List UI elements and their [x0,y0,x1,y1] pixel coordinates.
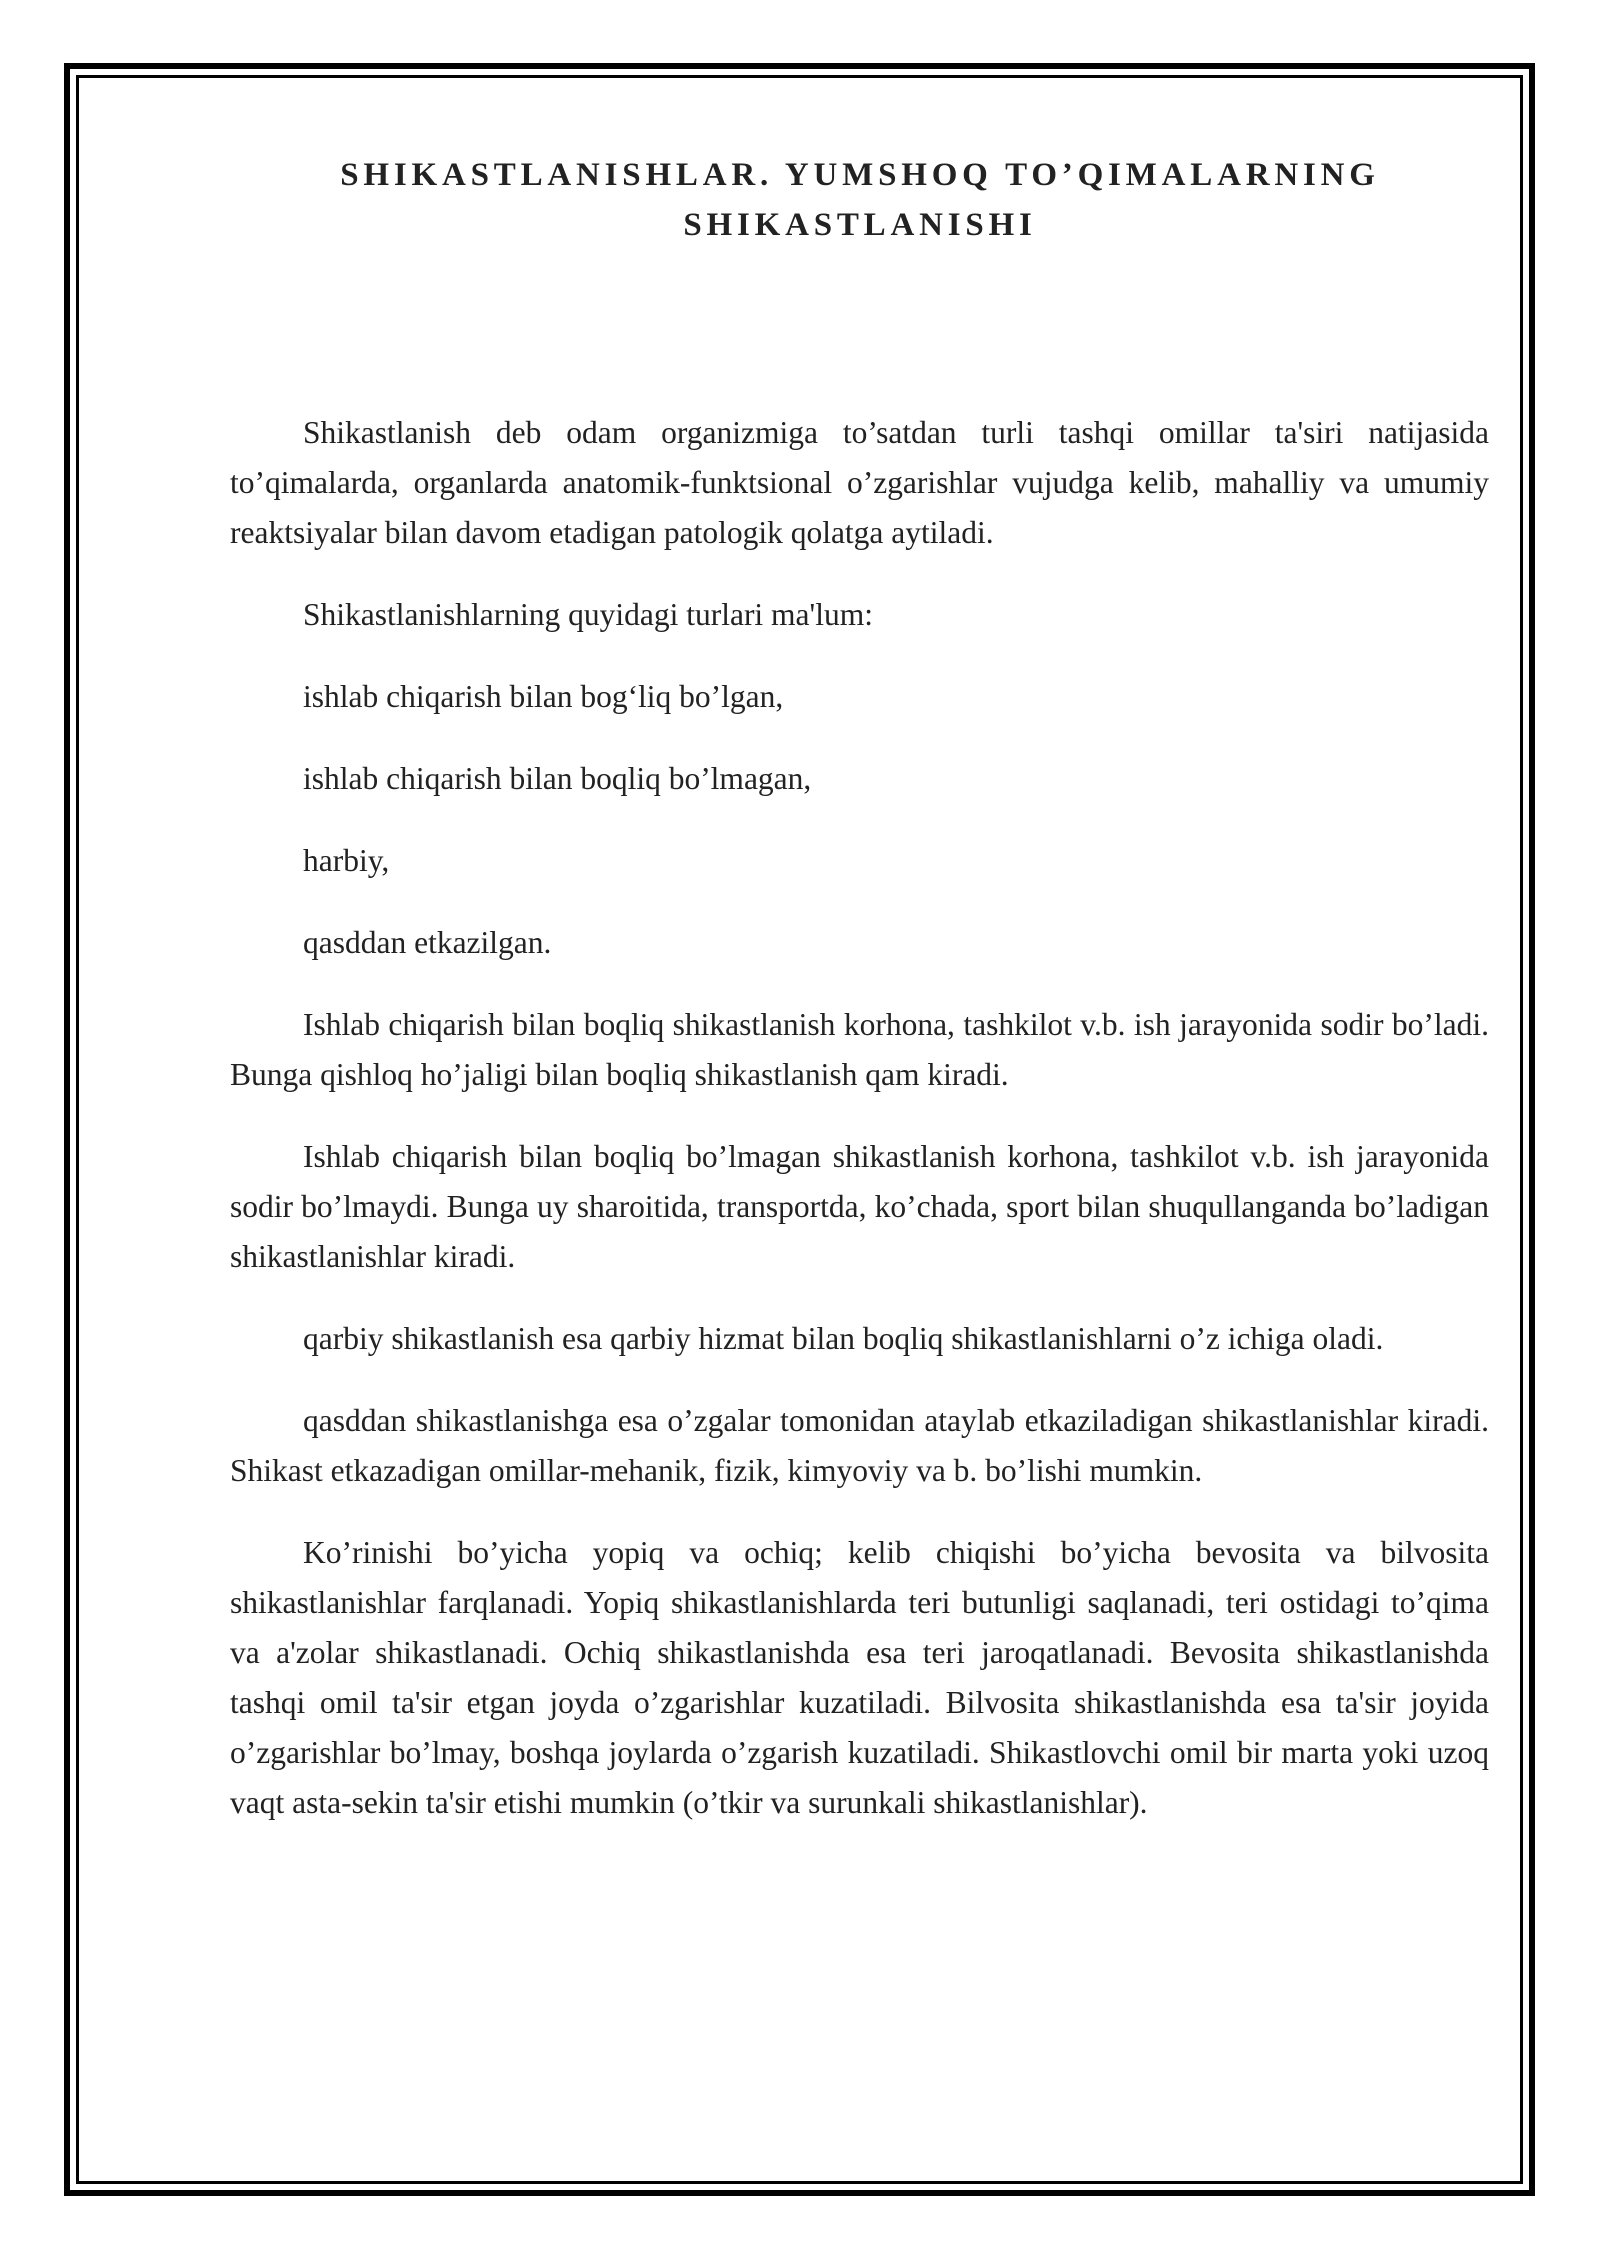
list-item-non-industrial: ishlab chiqarish bilan boqliq bo’lmagan, [303,761,812,796]
paragraph-definition: Shikastlanish deb odam organizmiga to’satdan turli tashqi omillar ta'siri natijasida to’qimalarda, organlarda anatomik-funktsional o’zgarishlar vujudga kelib, mahalliy va umumiy reaktsiyalar bilan davom etadigan patologik qolatga aytiladi. [230,415,1489,550]
paragraph-intentional: qasddan shikastlanishga esa o’zgalar tomonidan ataylab etkaziladigan shikastlanishlar kiradi. Shikast etkazadigan omillar-mehanik, fizik, kimyoviy va b. bo’lishi mumkin. [230,1403,1489,1488]
page-title [230,150,1490,250]
title-line-2: SHIKASTLANISHI [683,207,1037,243]
paragraph-non-industrial: Ishlab chiqarish bilan boqliq bo’lmagan shikastlanish korhona, tashkilot v.b. ish jarayonida sodir bo’lmaydi. Bunga uy sharoitida, transportda, ko’chada, sport bilan shuqullanganda bo’ladigan shikastlanishlar kiradi. [230,1139,1489,1274]
document-body [230,408,1489,1860]
list-item-industrial: ishlab chiqarish bilan bog‘liq bo’lgan, [303,679,784,714]
paragraph-industrial: Ishlab chiqarish bilan boqliq shikastlanish korhona, tashkilot v.b. ish jarayonida sodir bo’ladi. Bunga qishloq ho’jaligi bilan boqliq shikastlanish qam kiradi. [230,1007,1489,1092]
paragraph-types-intro: Shikastlanishlarning quyidagi turlari ma'lum: [303,597,873,632]
list-item-military: harbiy, [303,843,390,878]
title-line-1: SHIKASTLANISHLAR. YUMSHOQ TO’QIMALARNING [340,157,1380,193]
list-item-intentional: qasddan etkazilgan. [303,925,552,960]
paragraph-classification: Ko’rinishi bo’yicha yopiq va ochiq; kelib chiqishi bo’yicha bevosita va bilvosita shikastlanishlar farqlanadi. Yopiq shikastlanishlarda teri butunligi saqlanadi, teri ostidagi to’qima va a'zolar shikastlanadi. Ochiq shikastlanishda esa teri jaroqatlanadi. Bevosita shikastlanishda tashqi omil ta'sir etgan joyda o’zgarishlar kuzatiladi. Bilvosita shikastlanishda esa ta'sir joyida o’zgarishlar bo’lmay, boshqa joylarda o’zgarish kuzatiladi. Shikastlovchi omil bir marta yoki uzoq vaqt asta-sekin ta'sir etishi mumkin (o’tkir va surunkali shikastlanishlar). [230,1535,1489,1820]
paragraph-military: qarbiy shikastlanish esa qarbiy hizmat bilan boqliq shikastlanishlarni o’z ichiga oladi. [303,1321,1384,1356]
